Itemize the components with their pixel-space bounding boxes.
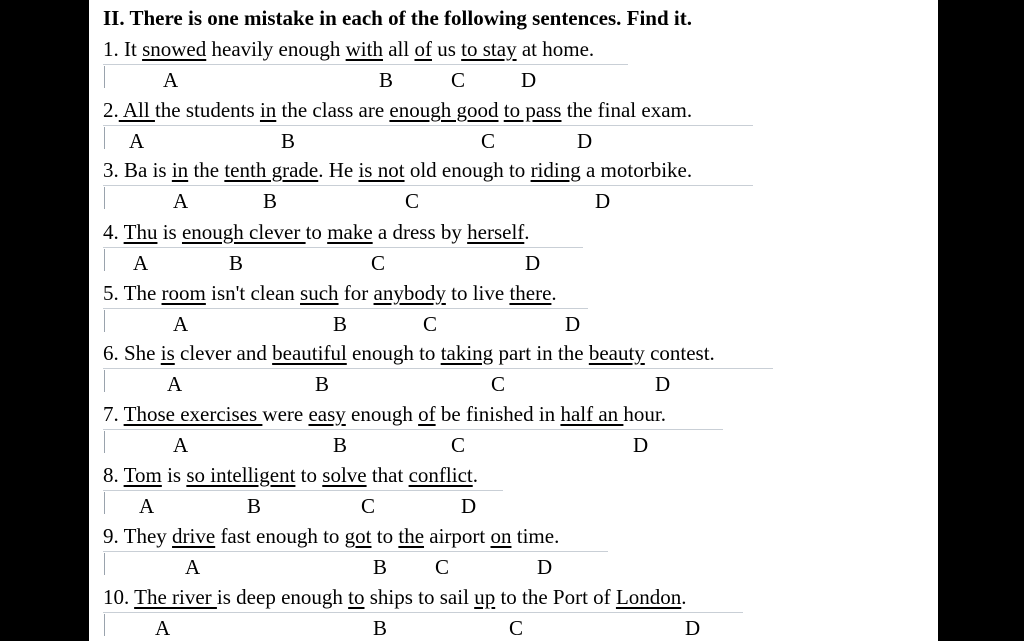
underlined-segment: riding bbox=[530, 158, 581, 182]
option-letter-b: B bbox=[333, 433, 348, 457]
margin-bar bbox=[104, 310, 105, 332]
option-letter-d: D bbox=[525, 251, 541, 275]
text-segment: to bbox=[295, 463, 323, 487]
underlined-segment: half an bbox=[560, 402, 624, 426]
question-4 bbox=[103, 219, 923, 280]
divider-line bbox=[103, 185, 753, 186]
margin-bar bbox=[104, 66, 105, 88]
underlined-segment: London bbox=[615, 585, 682, 609]
question-9 bbox=[103, 523, 923, 584]
margin-bar bbox=[104, 187, 105, 209]
question-1 bbox=[103, 36, 923, 97]
text-segment: 10. bbox=[103, 585, 135, 609]
underlined-segment: taking bbox=[440, 341, 494, 365]
divider-line bbox=[103, 125, 753, 126]
option-letter-c: C bbox=[371, 251, 386, 275]
text-segment: . bbox=[472, 463, 478, 487]
option-letter-c: C bbox=[491, 372, 506, 396]
option-letter-b: B bbox=[315, 372, 330, 396]
text-segment: time. bbox=[511, 524, 560, 548]
text-segment: for bbox=[338, 281, 374, 305]
option-letter-b: B bbox=[333, 312, 348, 336]
underlined-segment: Tom bbox=[123, 463, 162, 487]
option-letter-b: B bbox=[281, 129, 296, 153]
underlined-segment: is not bbox=[358, 158, 405, 182]
underlined-segment: of bbox=[418, 402, 436, 426]
text-segment: 5. The bbox=[103, 281, 162, 305]
text-segment: clever and bbox=[174, 341, 273, 365]
margin-bar bbox=[104, 127, 105, 149]
underlined-segment: herself bbox=[467, 220, 525, 244]
underlined-segment: with bbox=[345, 37, 383, 61]
text-segment: . bbox=[681, 585, 687, 609]
question-sentence bbox=[103, 340, 715, 366]
text-segment: 9. They bbox=[103, 524, 173, 548]
option-letter-b: B bbox=[263, 189, 278, 213]
question-sentence bbox=[103, 219, 530, 245]
text-segment: contest. bbox=[644, 341, 715, 365]
option-letter-b: B bbox=[373, 616, 388, 640]
option-letter-c: C bbox=[451, 68, 466, 92]
text-segment: is deep enough bbox=[216, 585, 349, 609]
option-letter-c: C bbox=[509, 616, 524, 640]
section-heading: II. There is one mistake in each of the following sentences. Find it. bbox=[103, 6, 692, 30]
underlined-segment: anybody bbox=[373, 281, 446, 305]
text-segment: part in the bbox=[493, 341, 589, 365]
option-letter-b: B bbox=[247, 494, 262, 518]
underlined-segment: room bbox=[161, 281, 206, 305]
option-letter-d: D bbox=[537, 555, 553, 579]
underlined-segment: make bbox=[327, 220, 373, 244]
underlined-segment: the bbox=[398, 524, 425, 548]
margin-bar bbox=[104, 370, 105, 392]
text-segment: to bbox=[371, 524, 399, 548]
option-letter-a: A bbox=[133, 251, 149, 275]
underlined-segment: is bbox=[160, 341, 175, 365]
underlined-segment: drive bbox=[172, 524, 216, 548]
text-segment: the class are bbox=[276, 98, 390, 122]
option-letter-d: D bbox=[595, 189, 611, 213]
question-2 bbox=[103, 97, 923, 158]
text-segment: ships to sail bbox=[364, 585, 475, 609]
text-segment: airport bbox=[424, 524, 491, 548]
question-sentence bbox=[103, 36, 594, 62]
option-letter-b: B bbox=[373, 555, 388, 579]
text-segment: the students bbox=[154, 98, 260, 122]
option-letter-c: C bbox=[451, 433, 466, 457]
text-segment: enough to bbox=[346, 341, 441, 365]
text-segment: all bbox=[382, 37, 415, 61]
divider-line bbox=[103, 247, 583, 248]
divider-line bbox=[103, 308, 588, 309]
question-sentence bbox=[103, 523, 559, 549]
underlined-segment: in bbox=[259, 98, 277, 122]
question-sentence bbox=[103, 157, 692, 183]
text-segment: to live bbox=[445, 281, 510, 305]
question-7 bbox=[103, 401, 923, 462]
underlined-segment: beauty bbox=[588, 341, 645, 365]
option-letter-d: D bbox=[633, 433, 649, 457]
text-segment: . bbox=[551, 281, 557, 305]
worksheet-page bbox=[89, 0, 938, 641]
underlined-segment: solve bbox=[322, 463, 367, 487]
text-segment: hour. bbox=[623, 402, 667, 426]
option-letter-d: D bbox=[577, 129, 593, 153]
question-sentence bbox=[103, 97, 692, 123]
underlined-segment: enough clever bbox=[181, 220, 306, 244]
option-letter-c: C bbox=[481, 129, 496, 153]
text-segment: 4. bbox=[103, 220, 124, 244]
underlined-segment: there bbox=[509, 281, 552, 305]
divider-line bbox=[103, 429, 723, 430]
underlined-segment: Those exercises bbox=[123, 402, 263, 426]
option-letter-a: A bbox=[163, 68, 179, 92]
text-segment: 8. bbox=[103, 463, 124, 487]
text-segment: fast enough to bbox=[215, 524, 345, 548]
option-letter-a: A bbox=[167, 372, 183, 396]
question-sentence bbox=[103, 462, 478, 488]
text-segment: is bbox=[157, 220, 182, 244]
text-segment: be finished in bbox=[435, 402, 561, 426]
text-segment: 6. She bbox=[103, 341, 161, 365]
option-letter-a: A bbox=[155, 616, 171, 640]
option-letter-c: C bbox=[405, 189, 420, 213]
text-segment: a motorbike. bbox=[580, 158, 693, 182]
text-segment: old enough to bbox=[404, 158, 531, 182]
underlined-segment: up bbox=[474, 585, 496, 609]
text-segment: the final exam. bbox=[561, 98, 693, 122]
underlined-segment: on bbox=[490, 524, 512, 548]
option-letter-d: D bbox=[521, 68, 537, 92]
underlined-segment: to stay bbox=[461, 37, 517, 61]
divider-line bbox=[103, 64, 628, 65]
underlined-segment: enough good bbox=[389, 98, 499, 122]
option-letter-b: B bbox=[229, 251, 244, 275]
underlined-segment: snowed bbox=[142, 37, 207, 61]
text-segment: us bbox=[431, 37, 462, 61]
question-8 bbox=[103, 462, 923, 523]
option-letter-d: D bbox=[461, 494, 477, 518]
text-segment: were bbox=[262, 402, 309, 426]
option-letter-d: D bbox=[685, 616, 701, 640]
text-segment: is bbox=[161, 463, 187, 487]
option-letter-a: A bbox=[185, 555, 201, 579]
text-segment: 7. bbox=[103, 402, 124, 426]
option-letter-a: A bbox=[173, 433, 189, 457]
question-sentence bbox=[103, 584, 687, 610]
margin-bar bbox=[104, 492, 105, 514]
option-letter-a: A bbox=[173, 189, 189, 213]
underlined-segment: in bbox=[171, 158, 189, 182]
text-segment: to bbox=[305, 220, 328, 244]
underlined-segment: easy bbox=[308, 402, 346, 426]
question-3 bbox=[103, 157, 923, 218]
option-letter-a: A bbox=[129, 129, 145, 153]
divider-line bbox=[103, 490, 503, 491]
underlined-segment: conflict bbox=[408, 463, 473, 487]
text-segment: heavily enough bbox=[206, 37, 346, 61]
text-segment: to the Port of bbox=[495, 585, 616, 609]
underlined-segment: The river bbox=[134, 585, 217, 609]
margin-bar bbox=[104, 431, 105, 453]
divider-line bbox=[103, 612, 743, 613]
underlined-segment: such bbox=[300, 281, 339, 305]
text-segment: 2. bbox=[103, 98, 119, 122]
option-letter-d: D bbox=[565, 312, 581, 336]
option-letter-c: C bbox=[423, 312, 438, 336]
text-segment: at home. bbox=[516, 37, 595, 61]
option-letter-c: C bbox=[435, 555, 450, 579]
question-6 bbox=[103, 340, 923, 401]
text-segment: a dress by bbox=[372, 220, 468, 244]
option-letter-b: B bbox=[379, 68, 394, 92]
underlined-segment: Thu bbox=[123, 220, 158, 244]
option-letter-a: A bbox=[139, 494, 155, 518]
underlined-segment: to bbox=[348, 585, 365, 609]
text-segment: 3. Ba is bbox=[103, 158, 172, 182]
margin-bar bbox=[104, 553, 105, 575]
question-10 bbox=[103, 584, 923, 641]
text-segment: that bbox=[366, 463, 409, 487]
question-5 bbox=[103, 280, 923, 341]
underlined-segment: got bbox=[344, 524, 372, 548]
divider-line bbox=[103, 368, 773, 369]
option-letter-a: A bbox=[173, 312, 189, 336]
text-segment: . bbox=[524, 220, 530, 244]
option-letter-d: D bbox=[655, 372, 671, 396]
underlined-segment: tenth grade bbox=[224, 158, 319, 182]
text-segment: the bbox=[188, 158, 225, 182]
text-segment: enough bbox=[345, 402, 419, 426]
underlined-segment: of bbox=[414, 37, 432, 61]
margin-bar bbox=[104, 614, 105, 636]
question-sentence bbox=[103, 401, 666, 427]
underlined-segment: beautiful bbox=[272, 341, 347, 365]
margin-bar bbox=[104, 249, 105, 271]
text-segment: . He bbox=[318, 158, 359, 182]
question-sentence bbox=[103, 280, 557, 306]
text-segment: isn't clean bbox=[205, 281, 301, 305]
underlined-segment: so intelligent bbox=[186, 463, 296, 487]
option-letter-c: C bbox=[361, 494, 376, 518]
divider-line bbox=[103, 551, 608, 552]
text-segment: 1. It bbox=[103, 37, 143, 61]
underlined-segment: All bbox=[118, 98, 155, 122]
underlined-segment: to pass bbox=[503, 98, 562, 122]
